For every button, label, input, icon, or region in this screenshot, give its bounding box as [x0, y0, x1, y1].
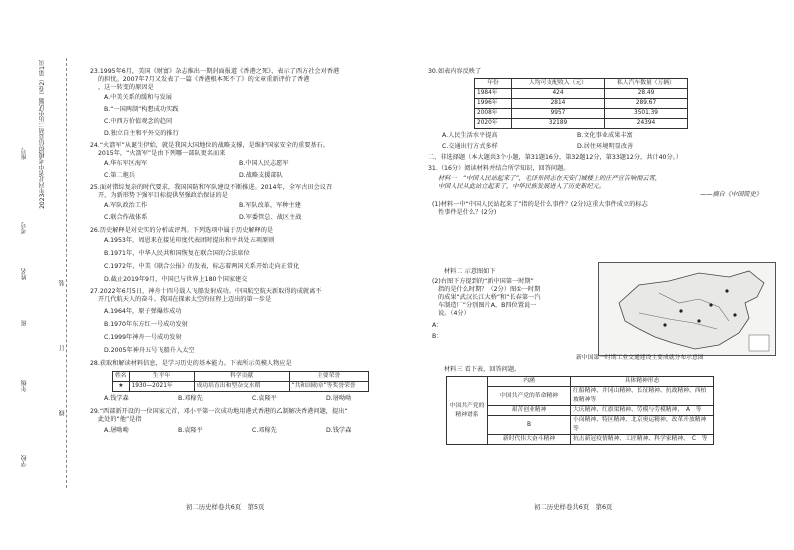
- q28-th-contribution: 科学贡献: [194, 372, 289, 382]
- q30-cell-year: 1996年: [475, 99, 512, 109]
- right-page: [428, 68, 778, 217]
- q26-option-d[interactable]: D.截止2019年9月，中国已与世界上180个国家建交: [104, 276, 248, 283]
- binding-zhuang: 装: [59, 280, 66, 286]
- q30-cell-income: 32189: [512, 119, 605, 129]
- q31-ask-2: [432, 278, 582, 341]
- q23-option-a[interactable]: A.中美关系的缓和与发展: [104, 94, 172, 101]
- q31-stem: 31.（16分）阅读材料并结合所学知识，回答问题。: [428, 165, 570, 172]
- q30-cell-income: 9957: [512, 109, 605, 119]
- q30-cell-cars: 289.67: [605, 99, 688, 109]
- q31-material-1: 材料一 “中国人民站起来了”，毛泽东同志在天安门城楼上的庄严宣告响彻云霄，: [438, 175, 661, 182]
- q28-option-c[interactable]: C.袁隆平: [252, 395, 277, 402]
- q30-option-d[interactable]: D.居住环境明显改善: [577, 143, 634, 150]
- q29-option-a[interactable]: A.屠呦呦: [104, 427, 129, 434]
- q24-option-d[interactable]: D.战略支援部队: [239, 172, 283, 179]
- binding-xian: 线: [59, 410, 66, 416]
- q31-material-2: 材料二 示意图如下: [444, 268, 496, 275]
- q30-cell-year: 2020年: [475, 119, 512, 129]
- q25-option-c[interactable]: C.联合作战体系: [104, 214, 148, 221]
- binding-label-seat: 座号: [21, 148, 28, 160]
- q28-option-b[interactable]: B.邓稼先: [178, 395, 203, 402]
- q28-th-years: 生平年: [129, 372, 194, 382]
- spirit-row-forms: 小岗精神、特区精神、北京奥运精神、改革开放精神等: [571, 416, 714, 435]
- q25-stem-2: 开，为新形势下强军目标提供坚强政治保证的是: [98, 192, 228, 199]
- q31-material-1b: 中国人民从此站立起来了，中华民族发展进入了历史新纪元。: [438, 183, 606, 190]
- q29-stem-2: 此处的“他”是指: [98, 416, 142, 423]
- q23-option-c[interactable]: C.中西方价值观念的趋同: [104, 118, 173, 125]
- q30-cell-income: 2814: [512, 99, 605, 109]
- spirit-row-forms: 红船精神、井冈山精神、长征精神、抗战精神、西柏坡精神等: [571, 387, 714, 406]
- q28-table: [112, 371, 369, 392]
- q26-option-c[interactable]: C.1972年，中美《联合公报》的发表，标志着两国关系开始走向正常化: [104, 263, 300, 270]
- q27-option-a[interactable]: A.1964年，原子弹爆炸成功: [104, 308, 182, 315]
- q30-th-year: 年份: [475, 79, 512, 89]
- q23-stem-1: 23.1995年6月，美国《财富》杂志推出一期封面报道《香港之死》，表示了西方社会对香港: [90, 68, 340, 75]
- q31-ask-1b: 性事件是什么？(2分): [438, 209, 497, 216]
- map-outline-graphic: [599, 263, 775, 355]
- map-caption: 新中国第一时期工业交通建设主要成就分布示意图: [576, 355, 704, 361]
- q30-cell-income: 424: [512, 89, 605, 99]
- q30-option-b[interactable]: B.文化事业成果丰富: [577, 132, 633, 139]
- q24-option-b[interactable]: B.中国人民志愿军: [239, 160, 289, 167]
- right-footer: 初二历史样卷共6页 第6页: [534, 503, 613, 511]
- q28-td-star: ★: [113, 382, 130, 392]
- q30-th-cars: 私人汽车数量（万辆）: [605, 79, 688, 89]
- china-industry-map: [598, 262, 776, 356]
- q31-ask-2a: (2)右图下方提到的“新中国第一时期”: [432, 278, 534, 285]
- spirit-row-meaning: B: [488, 416, 571, 435]
- q23-stem-3: ，这一转变的原因是: [98, 84, 154, 91]
- q24-option-c[interactable]: C.第二炮兵: [104, 172, 136, 179]
- q30-cell-cars: 28.49: [605, 89, 688, 99]
- binding-label-kaohao: 考号: [21, 222, 28, 234]
- q30-option-a[interactable]: A.人民生活水平提高: [442, 132, 498, 139]
- binding-label-school: 学校: [21, 455, 28, 467]
- binding-ding: 订: [59, 345, 66, 351]
- q30-table: [474, 78, 688, 129]
- q23-option-b[interactable]: B.“一国两制”构想成功实践: [104, 106, 179, 113]
- q28-option-a[interactable]: A.钱学森: [104, 395, 129, 402]
- q27-option-d[interactable]: D.2005年神舟五号飞船升入太空: [104, 347, 195, 354]
- q30-th-income: 人均可支配收入（元）: [512, 79, 605, 89]
- binding-label-grade: 年级: [21, 380, 28, 392]
- q30-cell-year: 1984年: [475, 89, 512, 99]
- q31-answer-b: B：: [432, 333, 443, 340]
- q30-cell-cars: 24394: [605, 119, 688, 129]
- q28-td-honor: “共和国勋章”等奖誉荣誉: [289, 382, 368, 392]
- binding-label-name: 姓名: [21, 268, 28, 280]
- spirit-row-forms: 大庆精神、红旗渠精神、劳模与劳模精神、 A 等: [571, 406, 714, 416]
- q31-spirit-table: [446, 376, 714, 445]
- q28-stem: 28.获取和解读材料信息，是学习历史的基本能力。下表所示英模人物应是: [90, 360, 292, 367]
- q31-ask-1a: (1)材料一中“中国人民站起来了”指的是什么事件？(2分)这重大事件成立的标志: [432, 201, 648, 208]
- section-2-heading: 二、非选择题（本大题共3个小题，第31题16分，第32题12分，第33题12分，共计40分。）: [428, 154, 682, 161]
- left-page: [90, 68, 408, 435]
- q31-ask-2b: 指的是什么时期？（2分）图①一时期: [438, 286, 541, 293]
- q25-option-d[interactable]: D.军委管总、战区主战: [239, 214, 302, 221]
- q30-stem: 30.如表内容反映了: [428, 68, 482, 75]
- q25-stem-1: 25.面对错综复杂的时代要求，我国国防和军队建设不断推进。2014年，全军古田会议召: [90, 184, 333, 191]
- q23-option-d[interactable]: D.独立自主和平外交的推行: [104, 130, 179, 137]
- q24-stem-2: 2015年，“火箭军”是由下列哪一部队更名而来: [98, 150, 226, 157]
- q28-option-d[interactable]: D.屠呦呦: [326, 395, 352, 402]
- q24-option-a[interactable]: A.华东军区海军: [104, 160, 148, 167]
- spirit-row-meaning: 艰苦创业精神: [488, 406, 571, 416]
- q29-option-c[interactable]: C.邓稼先: [252, 427, 277, 434]
- q27-stem-1: 27.2022年6月5日，神舟十四号载人飞船发射成功。中国航空航天新取得的成就离不: [90, 288, 322, 295]
- q27-option-c[interactable]: C.1999年神舟一号成功发射: [104, 334, 182, 341]
- q29-stem-1: 29.“西部新开设的一位国家元首，邓小平第一次成功地用港式香港的乙制解决香港问题，提出“: [90, 408, 348, 415]
- binding-line: [66, 58, 67, 488]
- q31-ask-2c: 的成果“武汉长江大桥”和“长春第一汽: [438, 294, 541, 301]
- spirit-th-meaning: 内涵: [488, 377, 571, 387]
- q25-option-a[interactable]: A.军队政治工作: [104, 202, 148, 209]
- spirit-row-meaning: 新时代伟大奋斗精神: [488, 435, 571, 445]
- q28-td-contribution: 成功培育出和型杂交水稻: [194, 382, 289, 392]
- binding-label-class: 班: [21, 320, 28, 326]
- q30-option-c[interactable]: C.交通出行方式多样: [442, 143, 498, 150]
- spirit-th-forms: 具体精神形态: [571, 377, 714, 387]
- q24-stem-1: 24.“火箭军”从诞生伊始，就是我国大国地位的战略支撑，是维护国家安全的重要基石。: [90, 142, 329, 149]
- spirit-table-side: 中国共产党的精神谱系: [447, 377, 488, 445]
- q26-stem: 26.历史解释是对史实的分析或评判。下列选项中属于历史解释的是: [90, 227, 274, 234]
- spirit-row-forms: 抗击新冠疫情精神、工匠精神、科学家精神、 C 等: [571, 435, 714, 445]
- q26-option-b[interactable]: B.1971年，中华人民共和国恢复在联合国的合法席位: [104, 250, 250, 257]
- q28-th-honor: 主要荣誉: [289, 372, 368, 382]
- q31-ask-2e: 说。（4分）: [438, 310, 470, 317]
- q26-option-a[interactable]: A.1953年，周恩来在接见印度代表团时提出和平共处五项原则: [104, 237, 275, 244]
- q30-cell-cars: 3501.39: [605, 109, 688, 119]
- q23-stem-2: 的担忧。2007年7月又发表了一篇《香港根本死不了》的文章重新评价了香港: [98, 76, 310, 83]
- q28-th-name: 姓名: [113, 372, 130, 382]
- q31-source-1: ——摘自《中国简史》: [700, 191, 762, 198]
- q27-stem-2: 开几代航天人的奋斗。我国在探索太空的征程上迈出的第一步是: [98, 296, 272, 303]
- q28-td-years: 1930—2021年: [129, 382, 194, 392]
- q29-option-b[interactable]: B.袁隆平: [178, 427, 203, 434]
- q31-ask-2d: 车制造厂”分别图片A，B四位置说一: [438, 302, 537, 309]
- q29-option-d[interactable]: D.钱学森: [326, 427, 352, 434]
- q30-cell-year: 2008年: [475, 109, 512, 119]
- q27-option-b[interactable]: B.1970年东方红一号成功发射: [104, 321, 188, 328]
- spirit-row-meaning: 中国共产党的革命精神: [488, 387, 571, 406]
- q31-answer-a: A：: [432, 322, 443, 329]
- binding-top-note: 2023年河北省中考模拟信息初二历史试题（卷2）第1页: [39, 60, 46, 209]
- q31-material-3: 材料三 看下表，回答问题。: [444, 366, 521, 373]
- left-footer: 初二历史样卷共6页 第5页: [186, 503, 265, 511]
- q25-option-b[interactable]: B.军队改革，军种主建: [239, 202, 301, 209]
